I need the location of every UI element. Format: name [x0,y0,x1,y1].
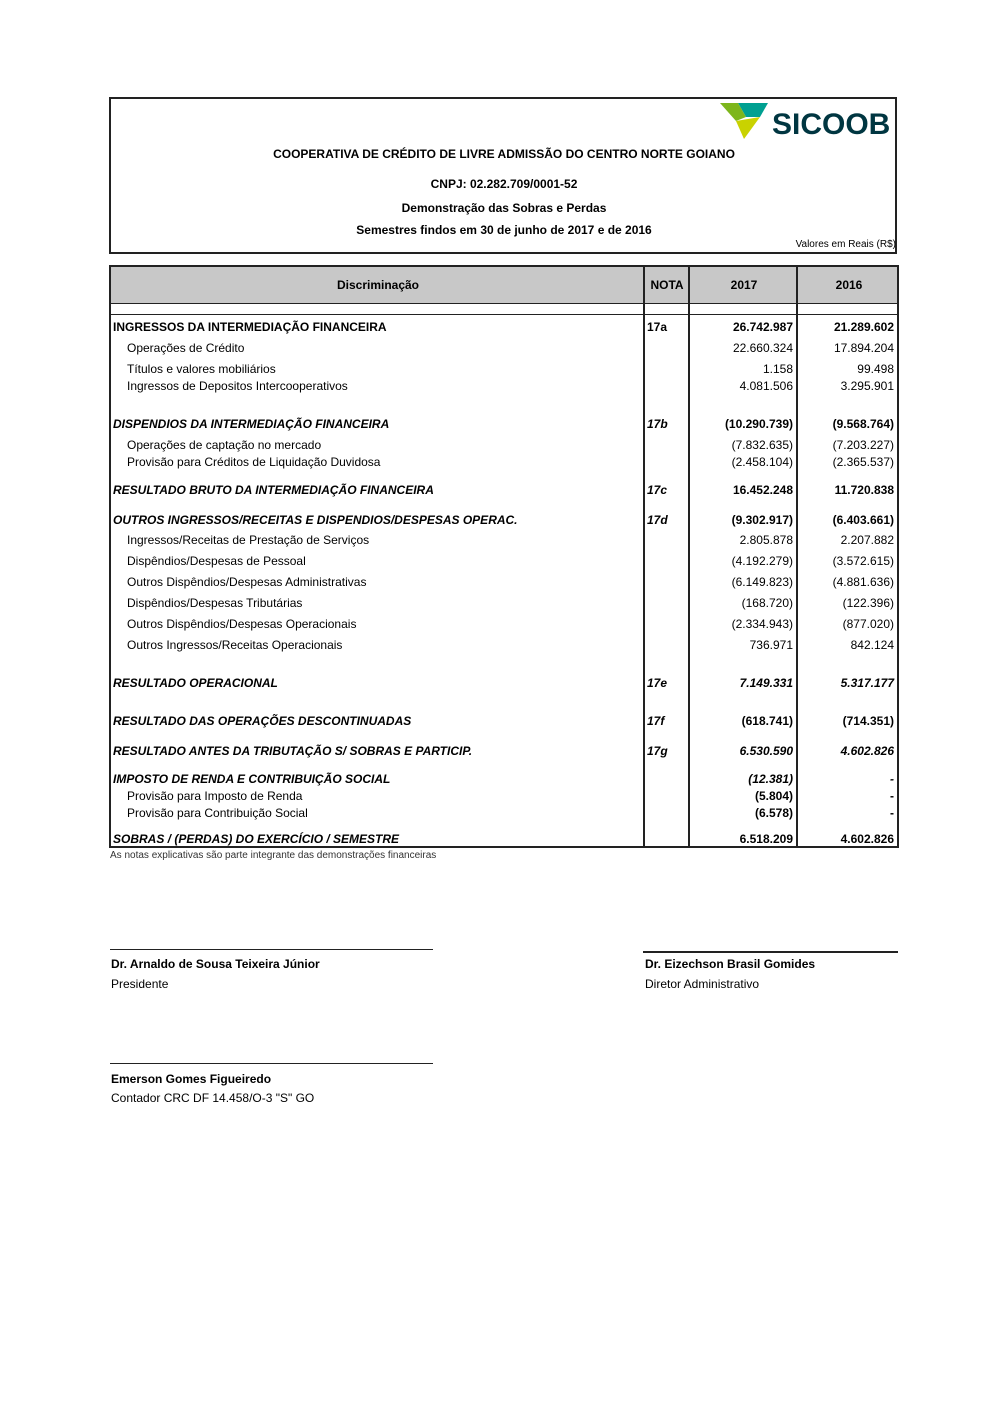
row-description: RESULTADO DAS OPERAÇÕES DESCONTINUADAS [113,714,412,728]
row-value-2016: (4.881.636) [832,575,894,589]
row-nota: 17c [647,483,668,497]
row-description: RESULTADO OPERACIONAL [113,676,278,690]
row-description: Ingressos de Depositos Intercooperativos [127,379,348,393]
row-value-2017: 736.971 [749,638,793,652]
row-value-2016: 3.295.901 [840,379,894,393]
table-row [111,596,897,614]
row-value-2016: (122.396) [842,596,894,610]
signer-role: Contador CRC DF 14.458/O-3 "S" GO [111,1091,315,1105]
row-nota: 17a [647,320,668,334]
table-row [111,379,897,397]
table-row [111,676,897,694]
row-description: RESULTADO ANTES DA TRIBUTAÇÃO S/ SOBRAS E PARTICIP. [113,744,473,758]
row-value-2016: 4.602.826 [840,832,894,846]
row-description: Operações de captação no mercado [127,438,322,452]
statement-table [109,265,899,848]
table-row [111,554,897,572]
table-row [111,417,897,435]
row-description: Outros Dispêndios/Despesas Administrativas [127,575,367,589]
row-description: IMPOSTO DE RENDA E CONTRIBUIÇÃO SOCIAL [113,772,391,786]
row-value-2016: 5.317.177 [840,676,894,690]
row-value-2017: (9.302.917) [731,513,793,527]
row-value-2016: 17.894.204 [833,341,894,355]
row-value-2016: (7.203.227) [832,438,894,452]
signature-line [110,949,433,950]
row-value-2016: (6.403.661) [832,513,894,527]
row-description: Outros Ingressos/Receitas Operacionais [127,638,343,652]
table-header [111,267,897,304]
org-name: COOPERATIVA DE CRÉDITO DE LIVRE ADMISSÃO DO CENTRO NORTE GOIANO [273,147,735,161]
row-description: Dispêndios/Despesas de Pessoal [127,554,306,568]
row-description: OUTROS INGRESSOS/RECEITAS E DISPENDIOS/DESPESAS OPERAC. [113,513,518,527]
row-nota: 17g [647,744,668,758]
table-row [111,513,897,531]
table-row [111,744,897,762]
row-value-2017: 26.742.987 [732,320,793,334]
table-row [111,320,897,338]
row-value-2017: 6.518.209 [739,832,793,846]
row-value-2016: - [890,789,894,803]
table-row [111,533,897,551]
row-description: Operações de Crédito [127,341,245,355]
row-value-2016: - [890,806,894,820]
signer-role: Diretor Administrativo [645,977,760,991]
row-value-2016: (877.020) [842,617,894,631]
row-value-2017: 22.660.324 [732,341,793,355]
row-description: INGRESSOS DA INTERMEDIAÇÃO FINANCEIRA [113,320,387,334]
table-row [111,638,897,656]
row-description: Títulos e valores mobiliários [127,362,276,376]
row-description: Dispêndios/Despesas Tributárias [127,596,303,610]
document-title: Demonstração das Sobras e Perdas [401,201,607,215]
row-nota: 17b [647,417,668,431]
row-nota: 17d [647,513,668,527]
cnpj: CNPJ: 02.282.709/0001-52 [430,177,578,191]
table-row [111,772,897,790]
table-row [111,362,897,380]
row-description: Outros Dispêndios/Despesas Operacionais [127,617,357,631]
signer-role: Presidente [111,977,169,991]
row-value-2016: (714.351) [842,714,894,728]
row-nota: 17f [647,714,665,728]
row-value-2016: 4.602.826 [840,744,894,758]
row-value-2017: 16.452.248 [732,483,793,497]
row-value-2017: (2.458.104) [731,455,793,469]
row-value-2017: (10.290.739) [724,417,793,431]
row-value-2016: 21.289.602 [833,320,894,334]
row-value-2017: (168.720) [741,596,793,610]
sicoob-logo [720,101,892,141]
row-description: Provisão para Contribuição Social [127,806,308,820]
row-value-2016: (3.572.615) [832,554,894,568]
units-note: Valores em Reais (R$) [795,239,896,250]
row-value-2017: 6.530.590 [739,744,793,758]
table-row [111,789,897,807]
col-nota: NOTA [650,278,684,292]
signature-line [110,1063,433,1064]
table-row [111,832,897,850]
col-2016: 2016 [835,278,863,292]
row-value-2017: (5.804) [754,789,793,803]
table-row [111,438,897,456]
row-description: Provisão para Créditos de Liquidação Duvidosa [127,455,381,469]
col-discriminacao: Discriminação [336,278,420,292]
row-description: RESULTADO BRUTO DA INTERMEDIAÇÃO FINANCEIRA [113,483,434,497]
row-description: Ingressos/Receitas de Prestação de Serviços [127,533,370,547]
row-value-2016: (2.365.537) [832,455,894,469]
row-description: SOBRAS / (PERDAS) DO EXERCÍCIO / SEMESTRE [113,832,400,846]
footnote: As notas explicativas são parte integrante das demonstrações financeiras [110,850,437,861]
row-value-2017: (6.578) [754,806,793,820]
logo-mark-lime [736,117,760,139]
row-value-2016: (9.568.764) [832,417,894,431]
row-value-2017: 2.805.878 [739,533,793,547]
table-row [111,575,897,593]
row-value-2017: (2.334.943) [731,617,793,631]
row-value-2016: 11.720.838 [834,483,894,497]
spacer-row [111,304,897,315]
row-value-2017: 1.158 [762,362,793,376]
signer-name: Dr. Eizechson Brasil Gomides [645,957,816,971]
row-value-2017: (6.149.823) [731,575,793,589]
row-value-2017: 7.149.331 [739,676,793,690]
row-value-2016: 842.124 [850,638,894,652]
period: Semestres findos em 30 de junho de 2017 e de 2016 [356,223,652,237]
signature-line [643,951,898,953]
table-row [111,455,897,473]
table-row [111,341,897,359]
row-value-2017: (7.832.635) [731,438,793,452]
row-description: Provisão para Imposto de Renda [127,789,303,803]
row-value-2017: (618.741) [741,714,793,728]
row-value-2016: 2.207.882 [840,533,894,547]
table-row [111,483,897,501]
table-row [111,714,897,732]
signer-name: Dr. Arnaldo de Sousa Teixeira Júnior [111,957,320,971]
row-value-2016: - [890,772,894,786]
row-nota: 17e [647,676,668,690]
col-2017: 2017 [730,278,758,292]
row-value-2017: (4.192.279) [731,554,793,568]
row-value-2017: (12.381) [748,772,793,786]
row-value-2017: 4.081.506 [739,379,793,393]
row-value-2016: 99.498 [857,362,894,376]
row-description: DISPENDIOS DA INTERMEDIAÇÃO FINANCEIRA [113,417,390,431]
signer-name: Emerson Gomes Figueiredo [111,1072,272,1086]
table-row [111,806,897,824]
table-row [111,617,897,635]
logo-text: SICOOB [772,108,891,141]
